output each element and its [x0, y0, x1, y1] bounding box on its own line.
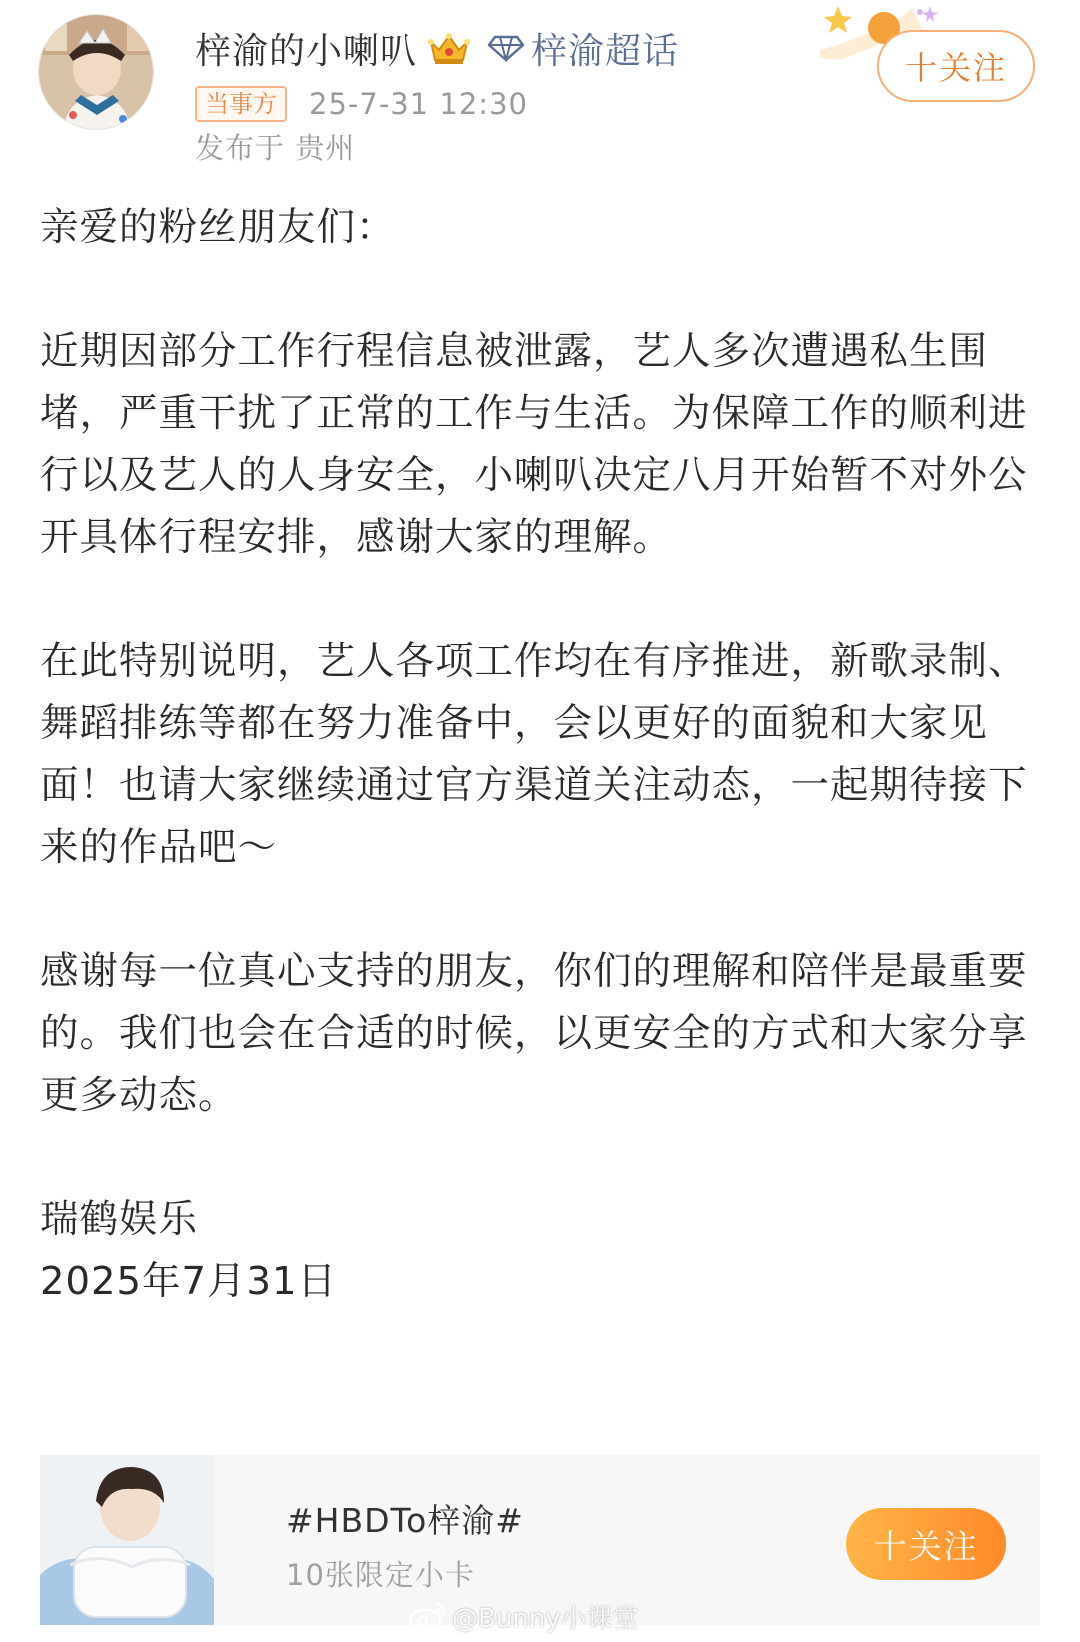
- card-subtitle: 10张限定小卡: [286, 1558, 475, 1592]
- post-timestamp: 25-7-31 12:30: [309, 87, 528, 121]
- signature: 瑞鹤娱乐: [40, 1197, 199, 1242]
- author-row: [195, 22, 679, 74]
- weibo-logo-icon: [408, 1600, 448, 1632]
- paragraph-1: 近期因部分工作行程信息被泄露，艺人多次遭遇私生围堵，严重干扰了正常的工作与生活。为保障工作的顺利进行以及艺人的人身安全，小喇叭决定八月开始暂不对外公开具体行程安排，感谢大家的理解。: [40, 329, 1028, 560]
- author-name[interactable]: 梓渝的小喇叭: [195, 30, 418, 72]
- post-location: 发布于 贵州: [195, 131, 356, 165]
- card-thumbnail: [40, 1455, 214, 1625]
- card-title[interactable]: #HBDTo梓渝#: [286, 1501, 524, 1540]
- crown-icon: [425, 28, 473, 68]
- author-avatar[interactable]: [38, 14, 154, 130]
- post-content: [40, 197, 1050, 1313]
- card-follow-button[interactable]: 十关注: [846, 1508, 1006, 1580]
- paragraph-2: 在此特别说明，艺人各项工作均在有序推进，新歌录制、舞蹈排练等都在努力准备中，会以更好的面貌和大家见面！也请大家继续通过官方渠道关注动态，一起期待接下来的作品吧～: [40, 639, 1028, 870]
- follow-button[interactable]: 十关注: [877, 30, 1035, 102]
- paragraph-3: 感谢每一位真心支持的朋友，你们的理解和陪伴是最重要的。我们也会在合适的时候，以更安全的方式和大家分享更多动态。: [40, 949, 1028, 1118]
- meta-row: [195, 84, 528, 124]
- watermark: [408, 1596, 639, 1636]
- role-badge: 当事方: [195, 86, 287, 122]
- super-topic-link[interactable]: 梓渝超话: [531, 30, 680, 72]
- signature-date: 2025年7月31日: [40, 1259, 337, 1304]
- watermark-text: @Bunny小课堂: [452, 1603, 639, 1634]
- diamond-icon: [487, 34, 525, 62]
- greeting: 亲爱的粉丝朋友们：: [40, 205, 396, 250]
